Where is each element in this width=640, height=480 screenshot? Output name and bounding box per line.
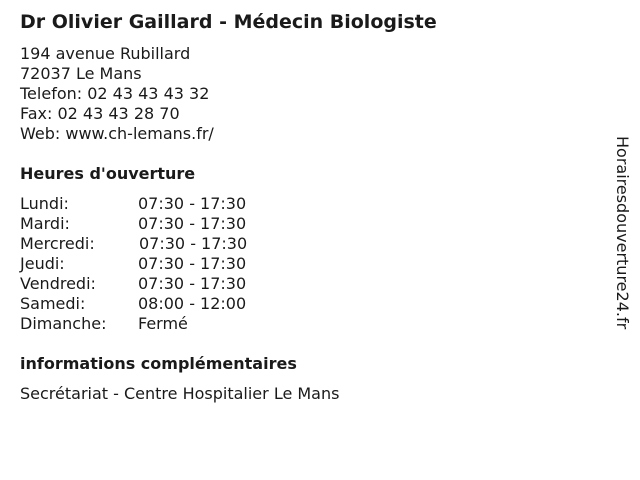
opening-hours-heading: Heures d'ouverture (20, 164, 196, 183)
street-address: 194 avenue Rubillard (20, 44, 191, 63)
time-range: 07:30 - 17:30 (138, 214, 247, 233)
time-range: 07:30 - 17:30 (138, 274, 247, 293)
hours-row-friday (20, 274, 247, 294)
day-label: Samedi: (20, 294, 86, 313)
opening-hours-table (20, 194, 247, 334)
phone-number[interactable]: Telefon: 02 43 43 43 32 (20, 84, 210, 103)
day-label: Mercredi: (20, 234, 95, 253)
time-range: 07:30 - 17:30 (139, 234, 248, 253)
city: 72037 Le Mans (20, 64, 142, 83)
additional-info-heading: informations complémentaires (20, 354, 297, 373)
hours-row-tuesday (20, 214, 247, 234)
page-title: Dr Olivier Gaillard - Médecin Biologiste (20, 11, 437, 33)
fax-number: Fax: 02 43 43 28 70 (20, 104, 180, 123)
day-label: Mardi: (20, 214, 70, 233)
time-range: 07:30 - 17:30 (138, 194, 247, 213)
day-label: Jeudi: (20, 254, 65, 273)
day-label: Vendredi: (20, 274, 96, 293)
site-watermark: Horairesdouverture24.fr (613, 136, 632, 330)
website-link[interactable]: Web: www.ch-lemans.fr/ (20, 124, 214, 143)
hours-row-saturday (20, 294, 247, 314)
time-range: Fermé (138, 314, 188, 333)
hours-row-wednesday (20, 234, 247, 254)
time-range: 07:30 - 17:30 (138, 254, 247, 273)
address-block (20, 44, 214, 144)
hours-row-sunday (20, 314, 247, 334)
hours-row-thursday (20, 254, 247, 274)
day-label: Dimanche: (20, 314, 107, 333)
hours-row-monday (20, 194, 247, 214)
additional-info-text: Secrétariat - Centre Hospitalier Le Mans (20, 384, 340, 403)
time-range: 08:00 - 12:00 (138, 294, 247, 313)
day-label: Lundi: (20, 194, 69, 213)
